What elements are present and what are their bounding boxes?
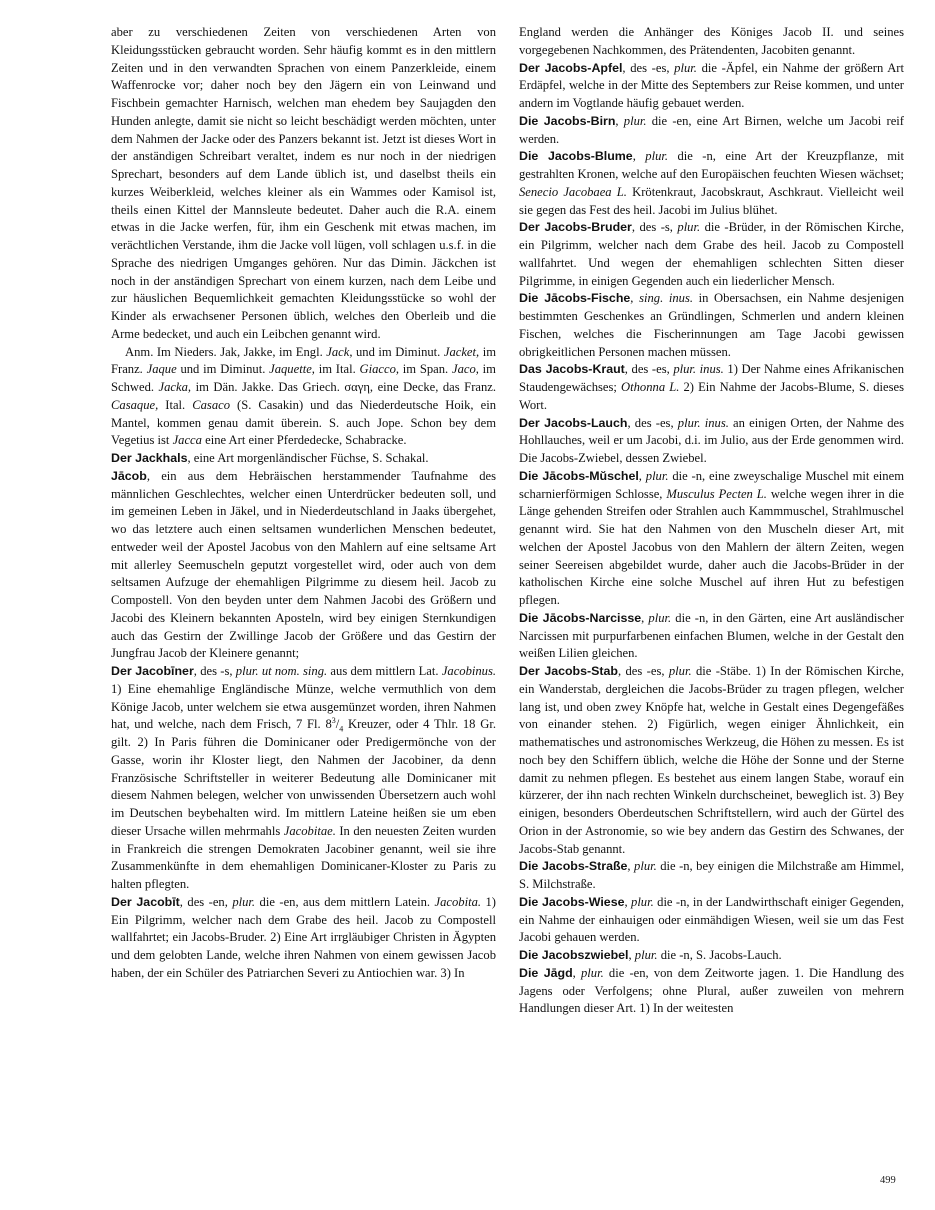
italic-text: Jaquette,: [269, 362, 315, 377]
entry-text: aber zu verschiedenen Zeiten von verschiedenen Arten von Kleidungsstücken gebraucht worden. Sehr häufig kommt es in den mittlern Zeiten und in den verwandten Sprachen von einem Panzerkleide, einem Waffenrocke vor; daher noch bey den Jägern ein von Leinwand und Fischbein gemachter Harnisch, welchen man ehedem bey Saujagden den Hunden anlegte, damit sie nicht so leicht beschädigt werden möchten, unter dem Nahmen der Jacke oder des Panzers bekannt ist. Jetzt ist dieses Wort in der anständigen Schreibart veraltet, indem es nur noch in der niedrigen Sprechart, besonders auf dem Lande üblich ist, und daselbst theils ein kurzes Weiberkleid, welches kleiner als ein Wammes oder Kamisol ist, theils einen Kittel der Mannsleute bedeutet. Daher auch die R.A. einem etwas in die Jacke werfen, für, ihm ein Geschenk mit etwas machen, im verächtlichen Verstande, ihm die Jacke voll lügen, voll schlagen u.s.f. in die Sprache des niedrigen Umganges gehören. Nur das Dimin. Jäckchen ist noch in der anständigen Sprechart von einem kurzen, nach dem Leibe und zur häuslichen Bequemlichkeit gemachten Kleidungsstücke so wohl der Kinder als erwachsener Personen üblich, welches den Oberleib und die Arme bedecket, und auch ein Leibchen genannt wird.: [111, 25, 496, 341]
italic-text: Jacobita.: [434, 894, 482, 909]
italic-text: plur. inus.: [677, 415, 729, 430]
entry-jacob: [111, 468, 496, 663]
italic-text: Jacobitae.: [283, 823, 336, 838]
headword: Das Jacobs-Kraut: [519, 362, 625, 377]
entry-text: die -Brüder, in der Römischen Kirche, ein Pilgrimm, welcher nach dem Grabe des heil. Jacob zu Compostell wallfahrtet. Und wegen der ehemahligen schlechten Sitten dieser Pilgrimme, in einigen Gegenden auch ein liederlicher Mensch.: [519, 220, 904, 288]
entry-text: die -en, aus dem mittlern Latein.: [255, 894, 435, 909]
italic-text: plur. inus.: [673, 362, 724, 377]
entry-text: im Franz.: [111, 344, 496, 377]
italic-text: plur.: [623, 113, 647, 128]
entry-text: ,: [641, 610, 649, 625]
italic-text: plur.: [232, 894, 256, 909]
entry-jacobs-kraut: [519, 361, 904, 414]
entry-text: England werden die Anhänger des Königes Jacob II. und seines vorgegebenen Nachkommen, des Prätendenten, Jacobiten genannt.: [519, 25, 904, 57]
entry-jacobs-blume: [519, 148, 904, 219]
entry-text: die -Äpfel, ein Nahme der größern Art Erdäpfel, welche in der Mitte des Septembers zur Reise kommen, und unter andern im Vogtlande häufig gebauet werden.: [519, 60, 905, 110]
italic-text: Giacco,: [359, 362, 400, 377]
entry-text: eine Art einer Pferdedecke, Schabracke.: [201, 433, 407, 448]
italic-text: plur.: [677, 220, 701, 235]
italic-text: plur.: [645, 468, 669, 483]
entry-jacobs-fische: [519, 290, 904, 361]
headword: Der Jacobīt: [111, 894, 180, 909]
entry-text: , des -es,: [624, 362, 674, 377]
entry-text: , des -es,: [618, 664, 669, 678]
entry-text: welche wegen ihrer in die Länge gehenden Streifen oder Strahlen auch Kammmuschel, Strahlmuschel genannt wird. Sie hat den Nahmen von den Muscheln dieser Art, mit welchen der Apostel Jacobus von den Mahlern der ältern Zeiten, wegen seiner Seereisen abgebildet wurde, daher auch die Jacobs-Brüder in der katholischen Kirche eine solche Muschel auf ihren Hut zu befestigen pflegen.: [519, 486, 905, 607]
headword: Der Jacobs-Bruder: [519, 220, 632, 235]
entry-text: , des -s,: [631, 220, 678, 235]
entry-jacobiner: [111, 663, 496, 894]
headword: Der Jacobs-Stab: [519, 664, 618, 678]
entry-text: und im Diminut.: [352, 344, 444, 359]
headword: Der Jackhals: [111, 451, 188, 465]
entry-text: im Span.: [399, 362, 452, 377]
italic-text: plur.: [631, 894, 654, 909]
italic-text: Jack,: [326, 344, 353, 359]
entry-jackhals: [111, 450, 496, 468]
entry-jacobs-bruder: [519, 219, 904, 290]
entry-text: ,: [630, 291, 640, 306]
italic-text: Jaque: [146, 362, 177, 377]
headword: Die Jācobs-Narcisse: [519, 610, 642, 625]
entry-text: die -n, S. Jacobs-Lauch.: [657, 948, 782, 962]
entry-text: ,: [632, 149, 646, 164]
entry-jacobs-wiese: [519, 894, 904, 947]
entry-text: aus dem mittlern Lat.: [327, 664, 442, 678]
entry-text: ,: [572, 965, 581, 980]
entry-jacobs-narcisse: [519, 610, 904, 663]
entry-text: ,: [627, 859, 635, 874]
italic-text: plur.: [580, 965, 604, 980]
entry-jagd: [519, 965, 904, 1018]
entry-text: 1) Ein Pilgrimm, welcher nach dem Grabe des heil. Jacob zu Compostell wallfahrtet; ein Jacobs-Bruder. 2) Eine Art irrgläubiger Christen in Ägypten und dem gelobten Lande, welche ihren Nahmen von einem gewissen Jacob haben, der ein Schüler des Patriarchen Severi zu Antiochien war. 3) In: [111, 894, 496, 980]
entry-text: Anm. Im Nieders. Jak, Jakke, im Engl.: [125, 344, 327, 359]
entry-text: Ital.: [158, 397, 193, 412]
entry-text: , des -es,: [622, 60, 675, 75]
headword: Die Jacobs-Straße: [519, 859, 628, 874]
entry-text: im Dän. Jakke. Das Griech. σαγη, eine Decke, das Franz.: [191, 380, 497, 394]
headword: Der Jacobs-Lauch: [519, 415, 628, 430]
entry-jacobs-birn: [519, 113, 904, 149]
fraction-denominator: 4: [339, 724, 344, 734]
right-column: [519, 24, 904, 1018]
entry-text: in Obersachsen, ein Nahme desjenigen bestimmten Geschenkes an Gründlingen, Schmerlen und andern kleinen Fischen, welches die Fischerinnungen am Tage Jacobi gewissen obrigkeitlichen Personen machen müssen.: [519, 291, 905, 359]
entry-text: im Schwed.: [111, 362, 496, 394]
entry-text: , des -s,: [193, 664, 236, 678]
entry-jacobs-muschel: [519, 468, 904, 610]
entry-text: ,: [615, 113, 624, 128]
entry-jacobit: [111, 894, 496, 983]
entry-text: (S. Casakin) und das Niederdeutsche Hoik, ein Mantel, kommen genau damit überein. S. auch Jope. Schon bey dem Vegetius ist: [111, 397, 496, 448]
entry-text: die -n, bey einigen die Milchstraße am Himmel, S. Milchstraße.: [519, 859, 905, 891]
entry-jacke-continued: [111, 24, 496, 344]
entry-text: die -Stäbe. 1) In der Römischen Kirche, ein Wanderstab, dergleichen die Jacobs-Brüder zu tragen pflegen, welcher lang ist, und oben zwey Knöpfe hat, welche in Gestalt eines Degengefäßes von einander stehen. 2) Figürlich, wegen einiger Ähnlichkeit, ein mathematisches und astronomisches Werkzeug, die Höhen zu messen. Es ist noch bey den Schiffern üblich, welche die Höhe der Sonne und der Sterne damit zu nehmen pflegen. Es bestehet aus einem langen Stabe, worauf ein kürzerer, der ihn nach rechten Winkeln durchscheinet, beweglich ist. 3) Bey einigen, besonders Oberdeutschen Schriftstellern, wird auch der Gürtel des Orion in der Astronomie, so wie bey andern das Gestirn des Schwanes, der Jacobs-Stab genannt.: [519, 664, 904, 856]
entry-text: Kreuzer, oder 4 Thlr. 18 Gr. gilt. 2) In Paris führen die Dominicaner oder Predigermönche von der Gasse, worin ihr Kloster liegt, den Nahmen der Jacobiner, da denn Französische Schriftsteller in weiterer Bedeutung alle Dominicaner mit diesem Nahmen belegen, welcher von unwissenden Übersetzern auch wohl im Deutschen beybehalten wird. Im mittlern Lateine heißen sie um eben dieser Ursache willen mehrmahls: [111, 717, 496, 838]
entry-jacke-annotation: [111, 344, 496, 451]
italic-text: plur.: [674, 60, 697, 75]
headword: Jācob: [111, 468, 147, 483]
headword: Der Jacobīner: [111, 664, 194, 678]
italic-text: Jacobinus.: [441, 664, 497, 678]
italic-text: sing. inus.: [639, 291, 693, 306]
italic-text: plur.: [634, 948, 658, 962]
entry-text: , des -en,: [179, 894, 233, 909]
fraction-slash: /: [335, 717, 340, 732]
entry-jacobit-continued: [519, 24, 904, 60]
entry-text: die -n, eine zweyschalige Muschel mit einem scharnierförmigen Schlosse,: [519, 468, 904, 501]
entry-text: an einigen Orten, der Nahme des Hohllauches, weil er um Jacobi, d.i. im Julio, aus der Erde genommen wird. Die Jacobs-Zwiebel, dessen Zwiebel.: [519, 415, 904, 465]
entry-text: im Ital.: [314, 362, 360, 377]
headword: Die Jācobs-Fische: [519, 291, 631, 306]
entry-text: die -n, in der Landwirthschaft einiger Gegenden, ein Nahme der einhauigen oder einmähdigen Wiesen, weil sie um das Fest Jacobi gehauen werden.: [519, 894, 904, 945]
italic-text: plur.: [668, 664, 692, 678]
headword: Die Jāgd: [519, 965, 573, 980]
italic-text: Jacca: [172, 433, 202, 448]
italic-text: Jacka,: [158, 380, 192, 394]
italic-text: Othonna L.: [621, 380, 680, 394]
entry-text: 1) Eine ehemahlige Engländische Münze, welche vermuthlich von dem Könige Jacob, unter welchem sie etwa ausgemünzet worden, ihren Nahmen hat, und welche, nach dem Frisch, 7 Fl. 8: [111, 681, 496, 732]
entry-text: ,: [638, 468, 646, 483]
entry-text: , des -es,: [627, 415, 678, 430]
fraction-numerator: 3: [331, 716, 336, 726]
entry-jacobs-lauch: [519, 415, 904, 468]
page-number: 499: [880, 1175, 896, 1186]
entry-text: die -en, eine Art Birnen, welche um Jacobi reif werden.: [519, 113, 904, 146]
entry-text: 1) Der Nahme eines Afrikanischen Staudengewächses;: [519, 362, 904, 394]
entry-text: die -n, eine Art der Kreuzpflanze, mit gestrahlten Kronen, welche auf den Europäischen feuchten Wiesen wächset;: [519, 149, 905, 181]
italic-text: Casaco: [192, 397, 230, 412]
entry-text: und im Diminut.: [176, 362, 270, 377]
italic-text: plur.: [634, 859, 657, 874]
italic-text: plur.: [645, 149, 669, 164]
entry-text: , ein aus dem Hebräischen herstammender Taufnahme des männlichen Geschlechtes, welcher einen Unterdrücker bedeuten soll, und im gemeinen Leben in Jäkel, und in Niederdeutschland in Jaaks übergehet, wo das letztere auch einen seltsamen wunderlichen Menschen bedeutet, entweder weil der Apostel Jacobus von den Mahlern auf eine seltsame Art mit allerley Seemuscheln geputzt vorgestellet wird, oder auch von dem seltsamen Aufzuge der ehemahligen Pilgrimme zu diesem heil. Jacob zu Compostell. Von den beyden unter dem Nahmen Jacobi des Größern und Jacobi des Kleinern bekannten Aposteln, wird bey einigen Sternkundigen auch das Gestirn der Zwillinge Jacob der Größere und das Gestirn der Jungfrau Jacob der Kleinere genannt;: [111, 468, 496, 661]
entry-text: ,: [624, 894, 632, 909]
headword: Die Jacobszwiebel: [519, 948, 629, 962]
italic-text: Musculus Pecten L.: [666, 486, 767, 501]
left-column: [111, 24, 496, 983]
entry-text: , eine Art morgenländischer Füchse, S. Schakal.: [187, 451, 429, 465]
entry-text: 2) Ein Nahme der Jacobs-Blume, S. dieses Wort.: [519, 380, 904, 412]
headword: Die Jacobs-Wiese: [519, 894, 625, 909]
entry-jacobs-strasse: [519, 858, 904, 894]
headword: Die Jācobs-Mŭschel: [519, 468, 639, 483]
italic-text: Jacket,: [443, 344, 480, 359]
entry-text: die -n, in den Gärten, eine Art ausländischer Narcissen mit purpurfarbenen einfachen Blumen, welche in der Gestalt den weißen Lilien gleichen.: [519, 610, 904, 661]
entry-jacobszwiebel: [519, 947, 904, 965]
entry-text: Krötenkraut, Jacobskraut, Aschkraut. Vielleicht weil sie gegen das Fest des heil. Jacobi im Julius blühet.: [519, 184, 904, 217]
italic-text: Jaco,: [451, 362, 479, 377]
headword: Der Jacobs-Apfel: [519, 60, 623, 75]
headword: Die Jacobs-Birn: [519, 113, 616, 128]
entry-text: die -en, von dem Zeitworte jagen. 1. Die Handlung des Jagens oder Verfolgens; ohne Plural, außer zuweilen von mehrern Handlungen dieser Art. 1) In der weitesten: [519, 965, 904, 1016]
italic-text: plur.: [648, 610, 672, 625]
entry-text: In den neuesten Zeiten wurden in Frankreich die strengen Demokraten Jacobiner genannt, weil sie ihre Zusammenkünfte in dem ehemahligen Dominicaner-Kloster zu Paris zu halten pflegten.: [111, 823, 496, 891]
italic-text: Casaque,: [111, 397, 159, 412]
entry-text: ,: [628, 948, 635, 962]
entry-jacobs-stab: [519, 663, 904, 858]
headword: Die Jacobs-Blume: [519, 149, 633, 164]
italic-text: plur. ut nom. sing.: [235, 664, 328, 678]
entry-jacobs-apfel: [519, 60, 904, 113]
italic-text: Senecio Jacobaea L.: [519, 184, 627, 199]
